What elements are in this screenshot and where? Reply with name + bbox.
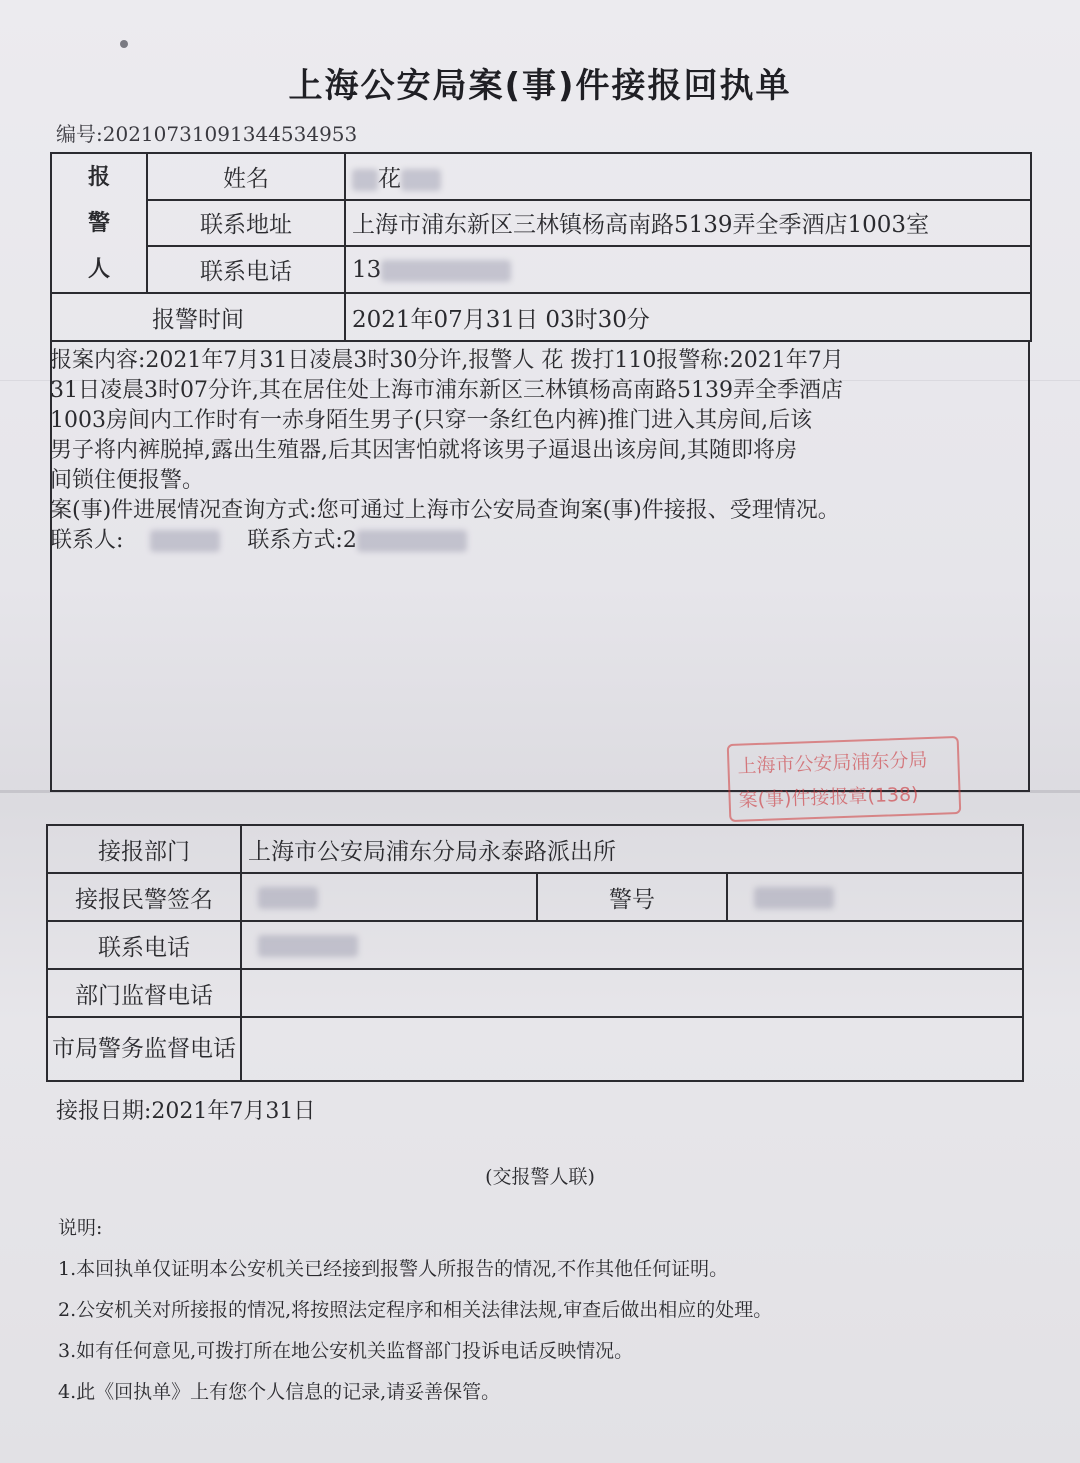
copy-note: (交报警人联) (485, 1166, 595, 1188)
redacted-block (352, 169, 378, 191)
redacted-block (357, 530, 467, 552)
redacted-block (401, 169, 441, 191)
name-cell (345, 153, 1031, 200)
serial-number: 20210731091344534953 (102, 122, 358, 146)
case-line: 男子将内裤脱掉,露出生殖器,后其因害怕就将该男子逼退出该房间,其随即将房 (50, 438, 797, 463)
officer-signature (241, 873, 537, 921)
phone-cell (345, 246, 1031, 293)
redacted-block (258, 887, 318, 909)
name-value: 花 (378, 165, 401, 192)
reporter-char-2: 警 (87, 210, 110, 236)
contact-method-value: 2 (342, 528, 357, 553)
receiver-phone-value (241, 921, 1023, 969)
redacted-block (150, 530, 220, 552)
notes-section (58, 1208, 1058, 1413)
document-title: 上海公安局案(事)件接报回执单 (288, 66, 792, 106)
dept-supervise-value (241, 969, 1023, 1017)
official-seal (727, 736, 962, 822)
notes-title: 说明: (58, 1217, 103, 1239)
case-line: 31日凌晨3时07分许,其在居住处上海市浦东新区三林镇杨高南路5139弄全季酒店 (50, 378, 843, 403)
note-item: 4.此《回执单》上有您个人信息的记录,请妥善保管。 (58, 1381, 501, 1403)
receiver-table (46, 824, 1024, 1082)
address-value: 上海市浦东新区三林镇杨高南路5139弄全季酒店1003室 (345, 200, 1031, 247)
dept-value: 上海市公安局浦东分局永泰路派出所 (241, 825, 1023, 873)
serial-label: 编号: (56, 122, 103, 146)
dept-label: 接报部门 (47, 825, 241, 873)
phone-value: 13 (352, 256, 382, 283)
serial-line (56, 118, 357, 147)
reporter-table (50, 152, 1032, 342)
contact-method-label: 联系方式: (247, 528, 343, 553)
contact-label: 联系人: (50, 528, 124, 553)
note-item: 1.本回执单仅证明本公安机关已经接到报警人所报告的情况,不作其他任何证明。 (58, 1258, 729, 1280)
note-item: 3.如有任何意见,可拨打所在地公安机关监督部门投诉电话反映情况。 (58, 1340, 634, 1362)
note-item: 2.公安机关对所接报的情况,将按照法定程序和相关法律法规,审查后做出相应的处理。 (58, 1299, 773, 1321)
case-line: 间锁住便报警。 (50, 468, 205, 493)
punch-hole-mark (120, 40, 128, 48)
redacted-block (381, 260, 511, 282)
case-line: 1003房间内工作时有一赤身陌生男子(只穿一条红色内裤)推门进入其房间,后该 (50, 408, 813, 433)
report-time-label: 报警时间 (51, 293, 345, 341)
receive-date-value: 2021年7月31日 (151, 1099, 316, 1124)
reporter-group-label (51, 153, 147, 293)
badge-value (727, 873, 1023, 921)
name-label: 姓名 (147, 153, 345, 200)
query-line: 案(事)件进展情况查询方式:您可通过上海市公安局查询案(事)件接报、受理情况。 (50, 498, 840, 523)
case-line: 报案内容:2021年7月31日凌晨3时30分许,报警人 花 拨打110报警称:2021年7月 (50, 348, 844, 373)
address-label: 联系地址 (147, 200, 345, 247)
seal-line: 上海市公安局浦东分局 (737, 749, 928, 778)
receive-date-label: 接报日期: (56, 1099, 152, 1124)
reporter-char-3: 人 (87, 256, 110, 282)
redacted-block (754, 887, 834, 909)
receiver-phone-label: 联系电话 (47, 921, 241, 969)
phone-label: 联系电话 (147, 246, 345, 293)
seal-line: 案(事)件接报章(138) (738, 783, 919, 812)
redacted-block (258, 935, 358, 957)
city-supervise-label: 市局警务监督电话 (47, 1017, 241, 1081)
city-supervise-value (241, 1017, 1023, 1081)
report-time-value: 2021年07月31日 03时30分 (345, 293, 1031, 341)
receive-date (56, 1094, 315, 1125)
contact-line (50, 526, 1026, 556)
badge-label: 警号 (537, 873, 727, 921)
case-content (50, 346, 1026, 556)
reporter-char-1: 报 (87, 164, 110, 190)
officer-label: 接报民警签名 (47, 873, 241, 921)
dept-supervise-label: 部门监督电话 (47, 969, 241, 1017)
